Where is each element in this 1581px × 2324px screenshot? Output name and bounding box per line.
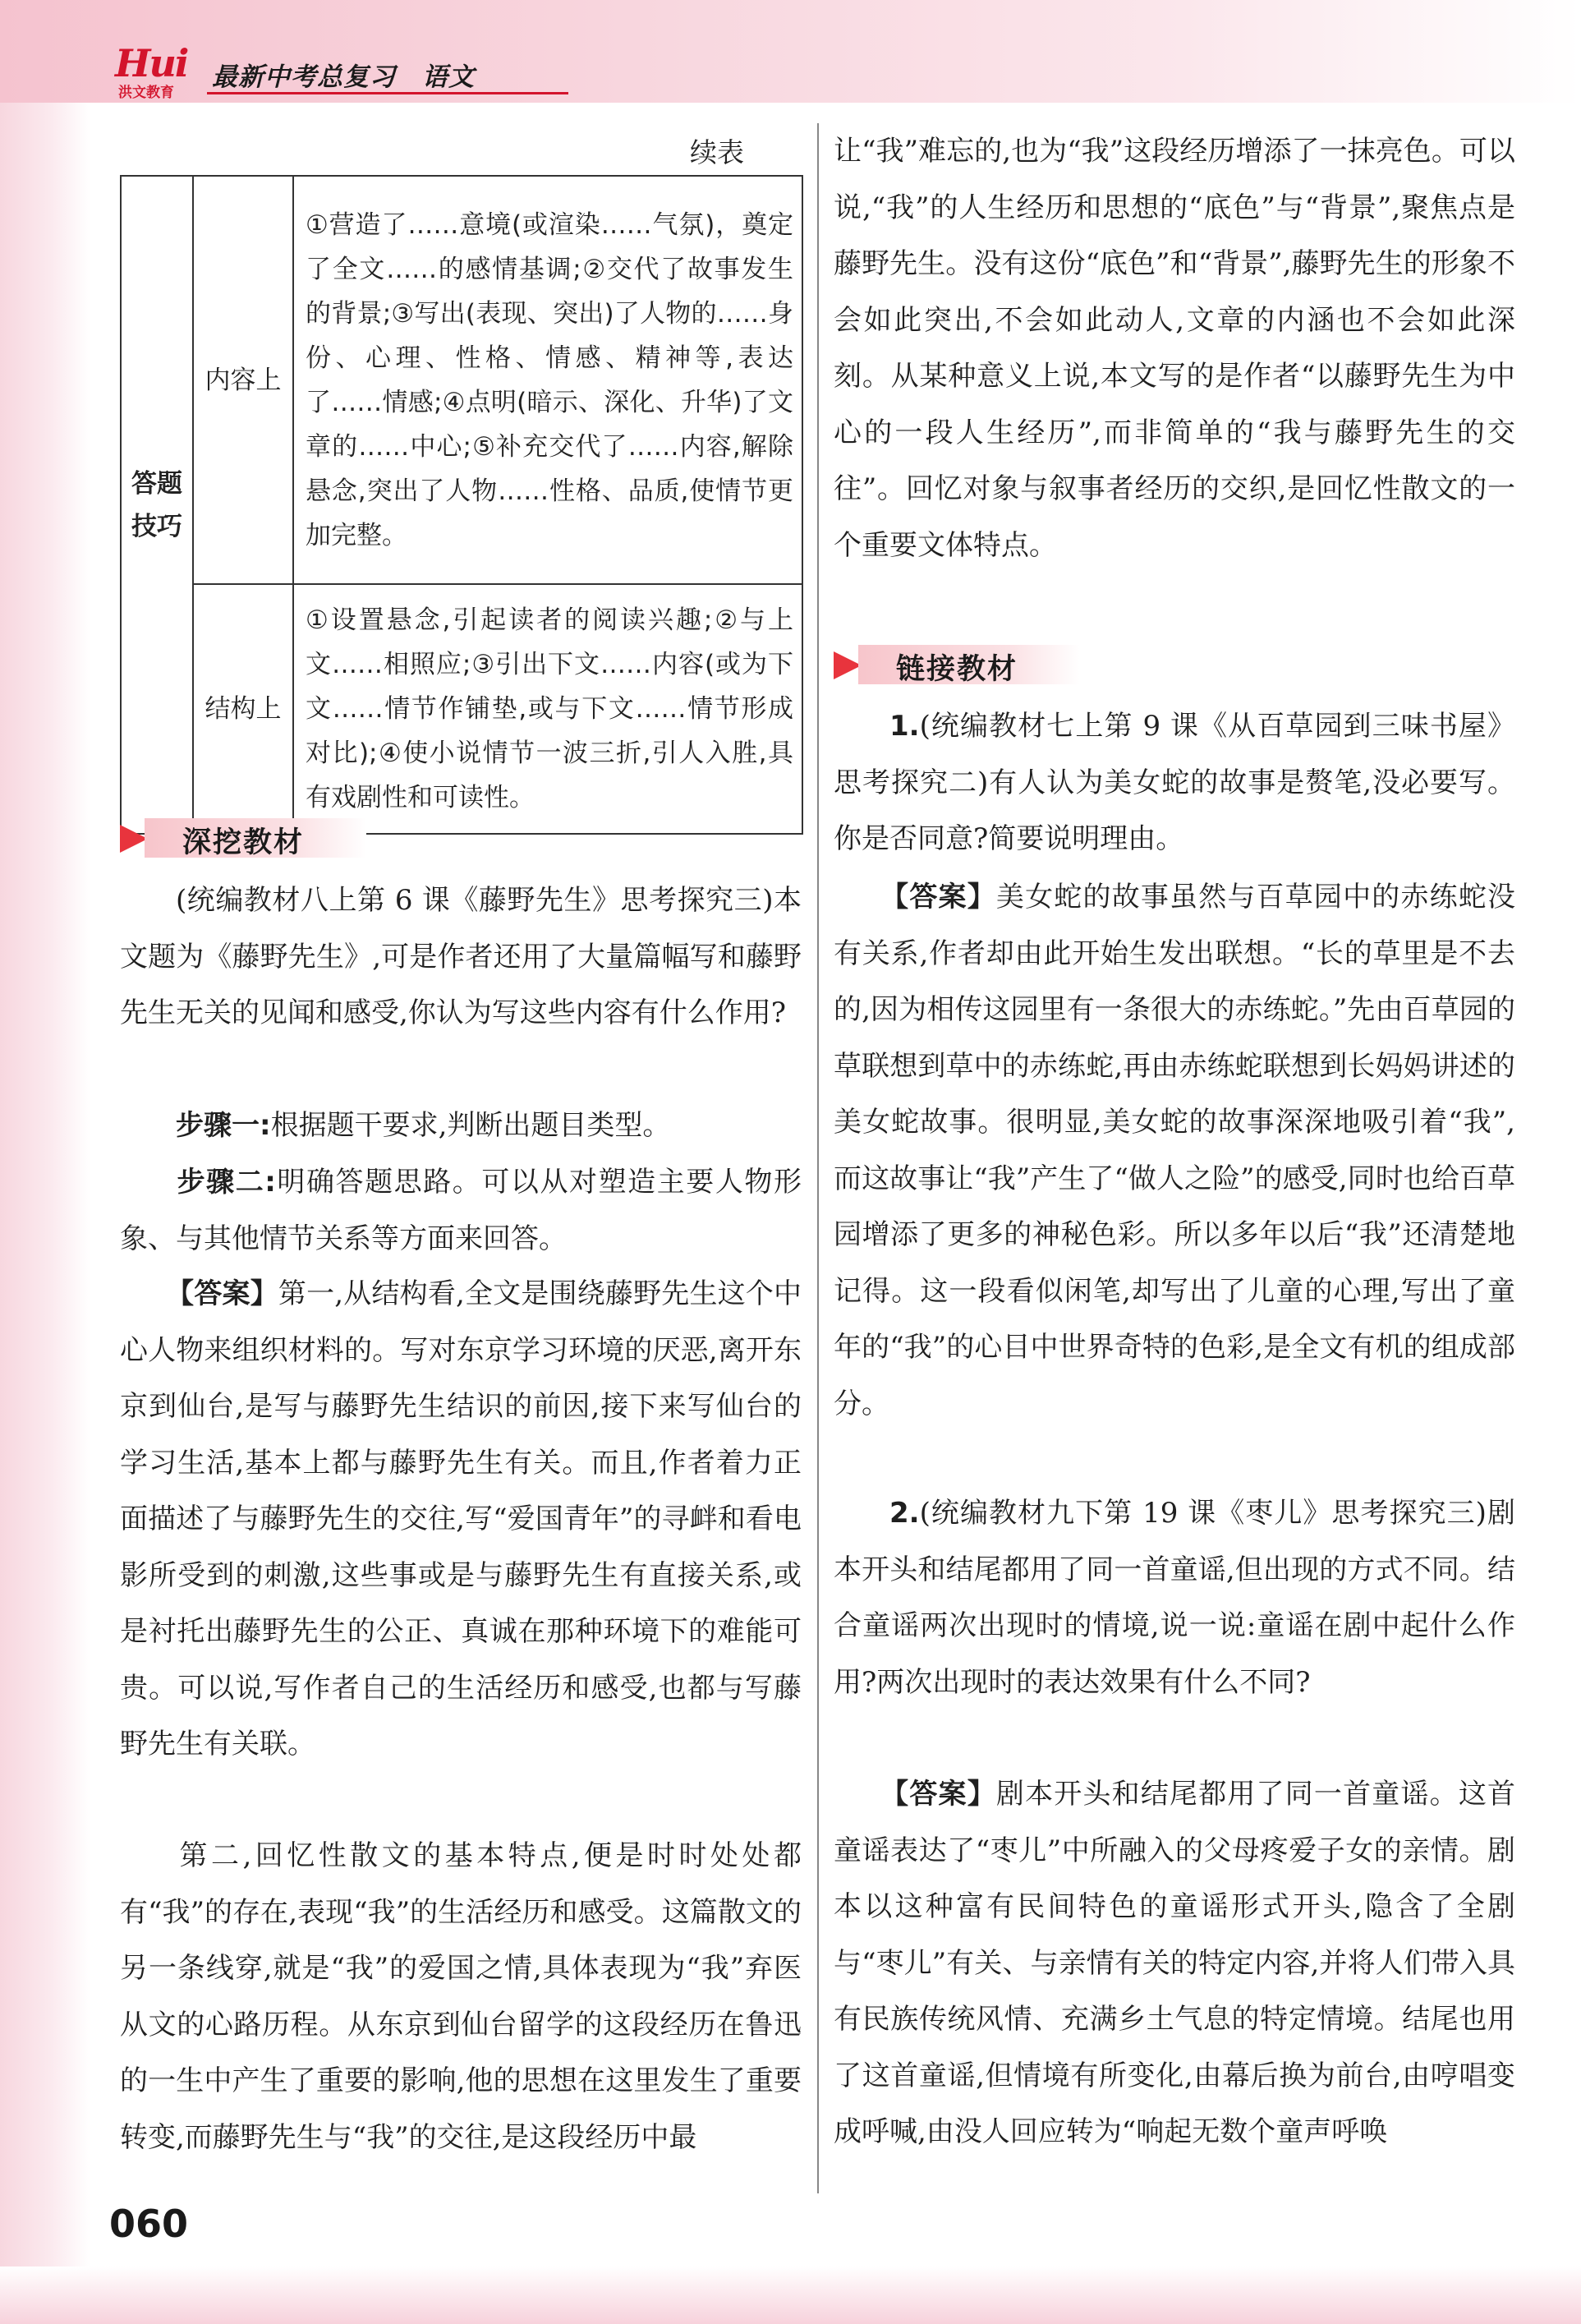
header-underline bbox=[207, 92, 568, 94]
question-2-text: (统编教材九下第 19 课《枣儿》思考探究三)剧本开头和结尾都用了同一首童谣,但出现的方式不同。结合童谣两次出现时的情境,说一说:童谣在剧中起什么作用?两次出现时的表达效果有什么不同? bbox=[834, 1497, 1515, 1699]
book-title: 最新中考总复习 语文 bbox=[212, 62, 475, 92]
continued-table-label: 续表 bbox=[690, 136, 744, 168]
page-edge-decoration bbox=[0, 0, 90, 2324]
section-heading-lianjie bbox=[834, 643, 1080, 688]
answer-2-text: 剧本开头和结尾都用了同一首童谣。这首童谣表达了“枣儿”中所融入的父母疼爱子女的亲情。剧本以这种富有民间特色的童谣形式开头,隐含了全剧与“枣儿”有关、与亲情有关的特定内容,并将人们带入具有民族传统风情、充满乡土气息的特定情境。结尾也用了这首童谣,但情境有所变化,由幕后换为前台,由哼唱变成呼喊,由没人回应转为“响起无数个童声呼唤 bbox=[834, 1778, 1516, 2148]
answer-text-1: 第一,从结构看,全文是围绕藤野先生这个中心人物来组织材料的。写对东京学习环境的厌恶,离开东京到仙台,是写与藤野先生结识的前因,接下来写仙台的学习生活,基本上都与藤野先生有关。而且,作者着力正面描述了与藤野先生的交往,写“爱国青年”的寻衅和看电影所受到的刺激,这些事或是与藤野先生有直接关系,或是衬托出藤野先生的公正、真诚在那种环境下的难能可贵。可以说,写作者自己的生活经历和感受,也都与写藤野先生有关联。 bbox=[120, 1277, 802, 1760]
answer-2-paragraph bbox=[834, 1766, 1515, 2161]
heading-arrow-icon bbox=[120, 825, 148, 853]
answer-1-paragraph bbox=[834, 869, 1515, 1432]
question-paragraph bbox=[120, 872, 802, 1042]
table-cell-text: ①设置悬念,引起读者的阅读兴趣;②与上文……相照应;③引出下文……内容(或为下文……情节作铺垫,或与下文……情节形成对比);④使小说情节一波三折,引人入胜,具有戏剧性和可读性。 bbox=[293, 584, 802, 834]
answer-1-text: 美女蛇的故事虽然与百草园中的赤练蛇没有关系,作者却由此开始生发出联想。“长的草里是不去的,因为相传这园里有一条很大的赤练蛇。”先由百草园的草联想到草中的赤练蛇,再由赤练蛇联想到长妈妈讲述的美女蛇故事。很明显,美女蛇的故事深深地吸引着“我”,而这故事让“我”产生了“做人之险”的感受,同时也给百草园增添了更多的神秘色彩。所以多年以后“我”还清楚地记得。这一段看似闲笔,却写出了儿童的心理,写出了童年的“我”的心目中世界奇特的色彩,是全文有机的组成部分。 bbox=[834, 881, 1516, 1420]
column-divider bbox=[817, 123, 819, 2193]
question-1-text: (统编教材七上第 9 课《从百草园到三味书屋》思考探究二)有人认为美女蛇的故事是赘笔,没必要写。你是否同意?简要说明理由。 bbox=[834, 710, 1515, 855]
question-1-paragraph bbox=[834, 698, 1515, 867]
step-two-paragraph bbox=[120, 1154, 802, 1267]
answer-2-label: 【答案】 bbox=[880, 1778, 996, 1811]
question-2-paragraph bbox=[834, 1485, 1515, 1710]
section-heading-shenwa bbox=[120, 817, 366, 861]
section-heading-label: 链接教材 bbox=[896, 653, 1018, 686]
table-row bbox=[121, 176, 802, 584]
answer-paragraph-1 bbox=[120, 1266, 802, 1773]
section-heading-label: 深挖教材 bbox=[182, 826, 305, 859]
step-one-paragraph bbox=[120, 1098, 802, 1154]
logo-sub-text: 洪文教育 bbox=[118, 85, 174, 101]
answer-paragraph-2 bbox=[120, 1828, 802, 2165]
heading-arrow-icon bbox=[834, 651, 862, 679]
step-one-label: 步骤一: bbox=[176, 1109, 271, 1142]
table-cell-text: ①营造了……意境(或渲染……气氛)，奠定了全文……的感情基调;②交代了故事发生的背景;③写出(表现、突出)了人物的……身份、心理、性格、情感、精神等,表达了……情感;④点明(暗示、深化、升华)了文章的……中心;⑤补充交代了……内容,解除悬念,突出了人物……性格、品质,使情节更加完整。 bbox=[293, 176, 802, 584]
step-one-text: 根据题干要求,判断出题目类型。 bbox=[270, 1109, 671, 1142]
step-two-label: 步骤二: bbox=[176, 1166, 276, 1199]
question-2-number: 2. bbox=[889, 1497, 920, 1530]
answer-1-label: 【答案】 bbox=[880, 881, 996, 913]
continued-answer-paragraph bbox=[834, 123, 1515, 573]
publisher-logo bbox=[115, 41, 205, 99]
answer-text-2: 第二,回忆性散文的基本特点,便是时时处处都有“我”的存在,表现“我”的生活经历和感受。这篇散文的另一条线穿,就是“我”的爱国之情,具体表现为“我”弃医从文的心路历程。从东京到仙台留学的这段经历在鲁迅的一生中产生了重要的影响,他的思想在这里发生了重要转变,而藤野先生与“我”的交往,是这段经历中最 bbox=[120, 1839, 802, 2154]
table-category: 结构上 bbox=[193, 584, 293, 834]
answer-label: 【答案】 bbox=[166, 1277, 278, 1310]
table-main-label: 答题 技巧 bbox=[121, 176, 193, 834]
page-number: 060 bbox=[109, 2202, 189, 2246]
table-row bbox=[121, 584, 802, 834]
answer-skills-table bbox=[120, 175, 803, 835]
question-1-number: 1. bbox=[889, 710, 920, 743]
step-two-text: 明确答题思路。可以从对塑造主要人物形象、与其他情节关系等方面来回答。 bbox=[120, 1166, 802, 1255]
question-text: (统编教材八上第 6 课《藤野先生》思考探究三)本文题为《藤野先生》,可是作者还用了大量篇幅写和藤野先生无关的见闻和感受,你认为写这些内容有什么作用? bbox=[120, 884, 802, 1029]
table-category: 内容上 bbox=[193, 176, 293, 584]
logo-main-text: Hui bbox=[115, 41, 188, 85]
page-header bbox=[0, 0, 1581, 103]
continued-answer-text: 让“我”难忘的,也为“我”这段经历增添了一抹亮色。可以说,“我”的人生经历和思想的“底色”与“背景”,聚焦点是藤野先生。没有这份“底色”和“背景”,藤野先生的形象不会如此突出,不会如此动人,文章的内涵也不会如此深刻。从某种意义上说,本文写的是作者“以藤野先生为中心的一段人生经历”,而非简单的“我与藤野先生的交往”。回忆对象与叙事者经历的交织,是回忆性散文的一个重要文体特点。 bbox=[834, 135, 1515, 562]
page-bottom-decoration bbox=[0, 2266, 1581, 2324]
